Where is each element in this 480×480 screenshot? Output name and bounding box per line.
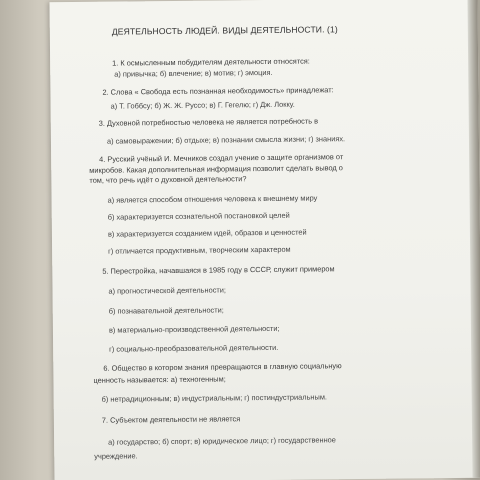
page-edge-shadow [467,0,480,478]
question-6-line-1: 6. Общество в котором знания превращаются в главную социальную [103,361,342,373]
answer-4b: б) характеризуется сознательной постановкой целей [107,210,290,222]
question-6-line-2: ценность называется: а) техногенным; [93,374,226,385]
question-4-line-2: микробов. Какая дополнительная информация позволит сделать вывод о [89,163,343,175]
answers-3: а) самовыражении; б) отдыхе; в) познании смысла жизни; г) знаниях. [106,134,346,146]
answers-2: а) Т. Гоббсу; б) Ж. Ж. Руссо; в) Г. Гегелю; г) Дж. Локку. [110,99,295,111]
answer-5c: в) материально-производственной деятельности; [108,323,280,335]
answer-5d: г) социально-преобразовательной деятельности. [109,342,279,354]
page-title: ДЕЯТЕЛЬНОСТЬ ЛЮДЕЙ. ВИДЫ ДЕЯТЕЛЬНОСТИ. (1) [111,24,338,37]
answer-4c: в) характеризуется созданием идей, образов и ценностей [107,227,307,239]
question-7: 7. Субъектом деятельности не является [101,414,241,425]
answers-7-line-2: учреждение. [94,451,138,461]
answer-5b: б) познавательной деятельности; [108,305,224,316]
answers-1: а) привычка; б) влечение; в) мотив; г) эмоция. [114,67,273,79]
answer-5a: а) прогностической деятельности; [108,285,226,296]
question-5: 5. Перестройка, начавшаяся в 1985 году в СССР, служит примером [102,264,335,276]
question-3: 3. Духовной потребностью человека не является потребность в [98,116,319,128]
answer-4d: г) отличается продуктивным, творческим характером [108,244,291,256]
question-1: 1. К осмысленным побудителям деятельности относятся: [112,56,310,68]
question-4-line-1: 4. Русский учёный И. Мечников создал учение о защите организмов от [99,152,344,164]
answers-6: б) нетрадиционным; в) индустриальным; г) постиндустриальным. [101,392,327,404]
answer-4a: а) является способом отношения человека к внешнему миру [107,193,318,205]
question-4-line-3: том, что речь идёт о духовной деятельности? [89,174,247,185]
question-2: 2. Слова « Свобода есть познанная необходимость» принадлежат: [102,85,334,97]
worksheet-page [49,0,480,480]
answers-7-line-1: а) государство; б) спорт; в) юридическое лицо; г) государственное [108,435,336,447]
